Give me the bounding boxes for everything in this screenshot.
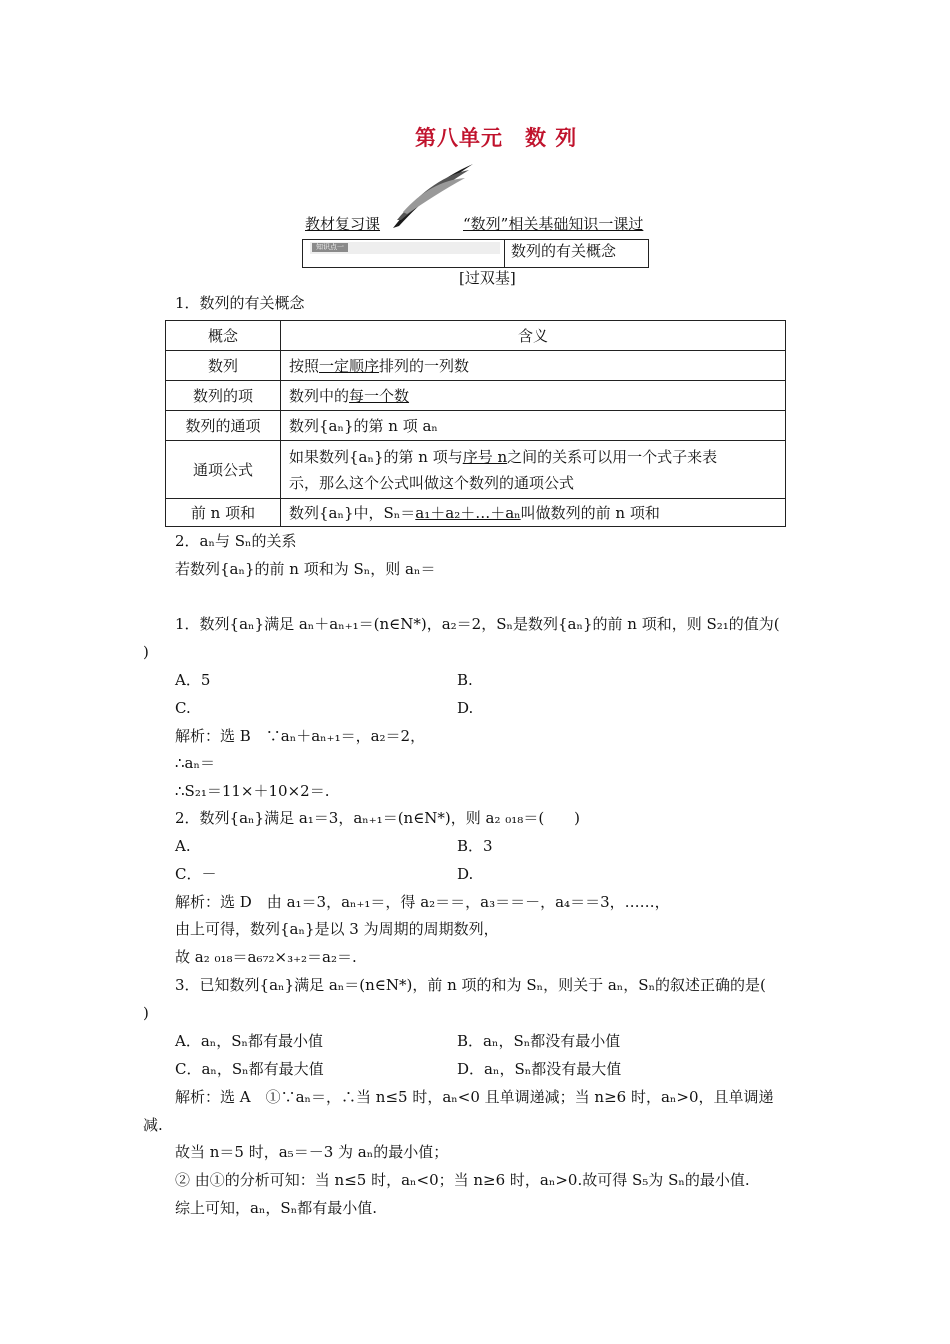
meaning-text: 数列{aₙ}中，Sₙ＝ <box>289 503 416 522</box>
meaning-text: 排列的一列数 <box>379 356 470 375</box>
meaning-underlined: a₁＋a₂＋…＋aₙ <box>415 503 521 522</box>
header-left-label: 教材复习课 <box>305 215 381 233</box>
table-header-cell: 概念 <box>166 321 281 351</box>
meaning-cell <box>281 499 786 527</box>
knowledge-tag: 知识点一 <box>312 243 348 252</box>
option-c: C．－ <box>175 865 217 883</box>
concept-cell: 数列 <box>166 351 281 381</box>
table-row <box>166 351 786 381</box>
meaning-text: 之间的关系可以用一个式子来表 <box>507 447 718 466</box>
meaning-cell <box>281 351 786 381</box>
option-b: B. <box>457 671 473 689</box>
section2-text: 若数列{aₙ}的前 n 项和为 Sₙ，则 aₙ＝ <box>175 560 436 578</box>
concept-cell: 数列的项 <box>166 381 281 411</box>
meaning-cell <box>281 441 786 499</box>
option-c: C. <box>175 699 191 717</box>
solution-line: ② 由①的分析可知：当 n≤5 时，aₙ<0；当 n≥6 时，aₙ>0.故可得 S₅为 Sₙ的最小值. <box>175 1171 750 1189</box>
problem-stem: 2．数列{aₙ}满足 a₁＝3，aₙ₊₁＝(n∈N*)，则 a₂ ₀₁₈＝( ) <box>175 809 581 827</box>
problem-stem: 1．数列{aₙ}满足 aₙ＋aₙ₊₁＝(n∈N*)，a₂＝2，Sₙ是数列{aₙ}的前 n 项和，则 S₂₁的值为( <box>175 615 780 633</box>
option-b: B．aₙ，Sₙ都没有最小值 <box>457 1032 621 1050</box>
meaning-text: 示，那么这个公式叫做这个数列的通项公式 <box>289 473 575 492</box>
meaning-underlined: 一定顺序 <box>319 356 380 375</box>
meaning-cell: 数列{aₙ}的第 n 项 aₙ <box>281 411 786 441</box>
table-header-cell: 含义 <box>281 321 786 351</box>
section2-heading: 2．aₙ与 Sₙ的关系 <box>175 532 297 550</box>
meaning-text: 叫做数列的前 n 项和 <box>520 503 660 522</box>
option-a: A．aₙ，Sₙ都有最小值 <box>175 1032 324 1050</box>
meaning-cell <box>281 381 786 411</box>
solution-line: 由上可得，数列{aₙ}是以 3 为周期的周期数列， <box>175 920 499 938</box>
option-d: D. <box>457 865 474 883</box>
problem-stem-close: ) <box>143 643 149 661</box>
table-row <box>166 499 786 527</box>
meaning-text: 如果数列{aₙ}的第 n 项与 <box>289 447 463 466</box>
option-b: B．3 <box>457 837 493 855</box>
problem-stem-close: ) <box>143 1004 149 1022</box>
concept-cell: 通项公式 <box>166 441 281 499</box>
table-row <box>166 381 786 411</box>
table-row <box>166 441 786 499</box>
solution-line: 解析：选 A ①∵aₙ＝，∴当 n≤5 时，aₙ<0 且单调递减；当 n≥6 时，aₙ>0，且单调递 <box>175 1088 774 1106</box>
meaning-underlined: 每一个数 <box>349 386 410 405</box>
unit-title: 第八单元 数 列 <box>415 125 578 150</box>
solution-line: ∴S₂₁＝11×＋10×2＝. <box>175 782 330 800</box>
concepts-table <box>165 320 786 527</box>
table-header-row <box>166 321 786 351</box>
knowledge-title: 数列的有关概念 <box>511 242 617 260</box>
solution-line: 综上可知，aₙ，Sₙ都有最小值. <box>175 1199 377 1217</box>
option-a: A. <box>175 837 191 855</box>
table-row <box>166 411 786 441</box>
solution-line: 故 a₂ ₀₁₈＝a₆₇₂×₃₊₂＝a₂＝. <box>175 948 357 966</box>
solution-line: 解析：选 B ∵aₙ＋aₙ₊₁＝，a₂＝2， <box>175 727 426 745</box>
box-divider <box>504 240 505 267</box>
header-right-label: “数列”相关基础知识一课过 <box>463 215 644 233</box>
problem-stem: 3．已知数列{aₙ}满足 aₙ＝(n∈N*)，前 n 项的和为 Sₙ，则关于 aₙ，Sₙ的叙述正确的是( <box>175 976 766 994</box>
solution-line: 解析：选 D 由 a₁＝3，aₙ₊₁＝，得 a₂＝＝，a₃＝＝－，a₄＝＝3，……， <box>175 893 670 911</box>
solution-line: 减. <box>143 1116 163 1134</box>
section-tag: [过双基] <box>459 269 516 287</box>
concept-cell: 前 n 项和 <box>166 499 281 527</box>
section1-heading: 1．数列的有关概念 <box>175 294 305 312</box>
meaning-underlined: 序号 n <box>462 447 508 466</box>
option-a: A．5 <box>175 671 211 689</box>
swoosh-logo-icon <box>385 160 475 230</box>
concept-cell: 数列的通项 <box>166 411 281 441</box>
meaning-text: 按照 <box>289 356 320 375</box>
solution-line: ∴aₙ＝ <box>175 754 215 772</box>
option-c: C．aₙ，Sₙ都有最大值 <box>175 1060 324 1078</box>
solution-line: 故当 n＝5 时，a₅＝－3 为 aₙ的最小值； <box>175 1143 449 1161</box>
meaning-text: 数列中的 <box>289 386 350 405</box>
option-d: D．aₙ，Sₙ都没有最大值 <box>457 1060 622 1078</box>
option-d: D. <box>457 699 474 717</box>
